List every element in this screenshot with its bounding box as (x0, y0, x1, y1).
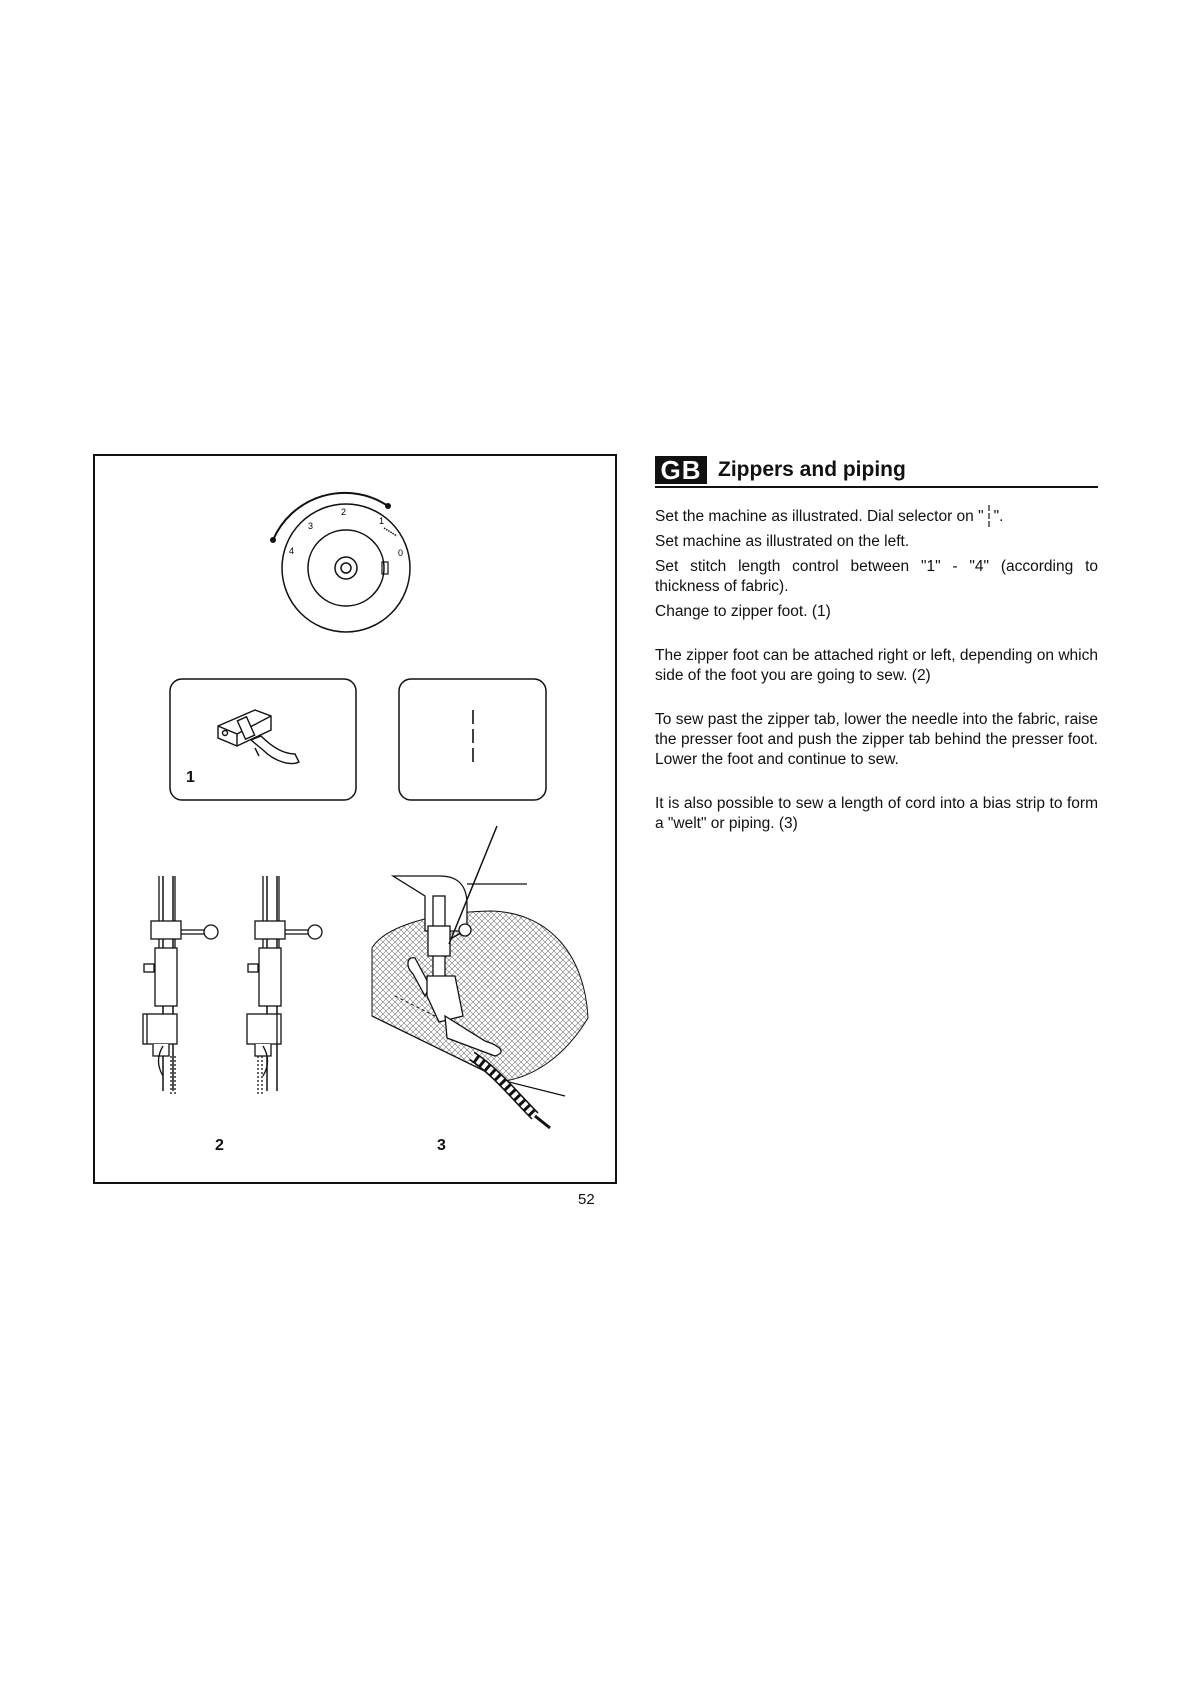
dial-number-4: 4 (289, 546, 295, 556)
language-badge: GB (655, 456, 707, 484)
dial-number-2: 2 (341, 507, 347, 517)
page-title: Zippers and piping (718, 458, 906, 481)
paragraph-dial-selector-end: ". (993, 508, 1004, 525)
figure-label-1: 1 (186, 769, 195, 786)
paragraph-stitch-length: Set stitch length control between "1" - "4" (according to thickness of fabric). (655, 558, 1098, 595)
instructions-text (655, 505, 1098, 839)
paragraph-dial-selector (655, 505, 1098, 527)
page-number: 52 (578, 1191, 595, 1208)
section-header (655, 456, 1098, 488)
paragraph-foot-attachment: The zipper foot can be attached right or left, depending on which side of the foot you are going to sew. (2) (655, 647, 1098, 684)
piping-sewing-illustration (372, 826, 588, 1128)
straight-stitch-icon (986, 505, 992, 527)
illustration-box (93, 454, 617, 1184)
paragraph-change-foot: Change to zipper foot. (1) (655, 603, 831, 620)
paragraph-zipper-tab: To sew past the zipper tab, lower the needle into the fabric, raise the presser foot and push the zipper tab behind the presser foot. Lower the foot and continue to sew. (655, 711, 1098, 768)
zipper-foot-left-position (143, 876, 218, 1096)
figure-label-3: 3 (437, 1137, 446, 1154)
dial-number-1: 1 (379, 516, 385, 526)
zipper-foot-right-position (247, 876, 322, 1096)
dial-number-3: 3 (308, 521, 314, 531)
zipper-foot-panel (170, 679, 356, 800)
paragraph-dial-selector-text: Set the machine as illustrated. Dial selector on " (655, 508, 984, 525)
zipper-foot-icon (218, 710, 299, 764)
paragraph-set-machine: Set machine as illustrated on the left. (655, 533, 910, 550)
illustration-drawing (95, 456, 619, 1186)
stitch-length-dial (270, 493, 410, 632)
figure-label-2: 2 (215, 1137, 224, 1154)
stitch-pattern-panel (399, 679, 546, 800)
dial-number-0: 0 (398, 548, 404, 558)
paragraph-piping: It is also possible to sew a length of cord into a bias strip to form a "welt" or piping. (3) (655, 795, 1098, 832)
